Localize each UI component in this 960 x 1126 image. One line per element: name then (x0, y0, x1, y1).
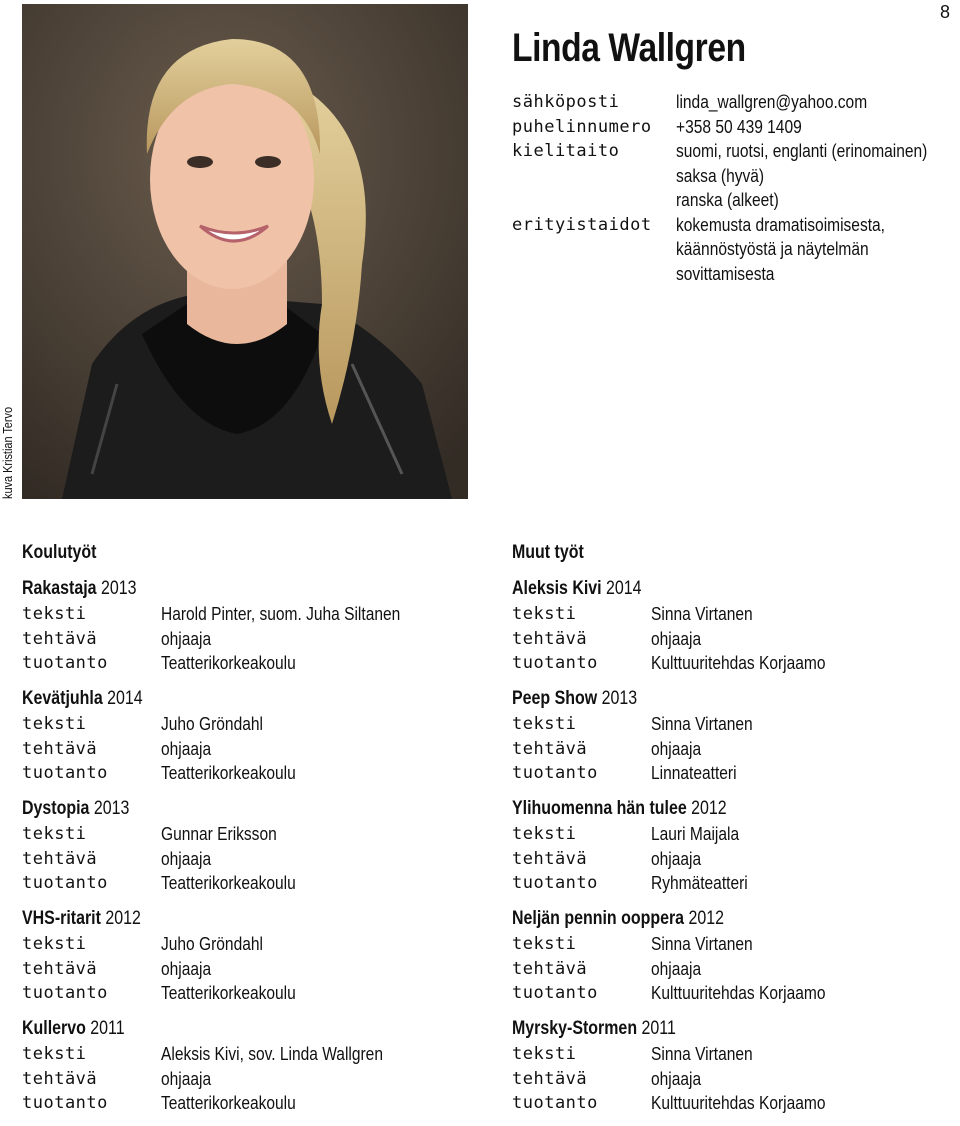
credit-row (512, 871, 952, 896)
credit-value: Juho Gröndahl (161, 933, 263, 954)
production-entry (22, 796, 462, 906)
credit-value: ohjaaja (161, 957, 212, 979)
credit-role-label: teksti (512, 1044, 577, 1064)
credit-value: ohjaaja (651, 737, 702, 759)
credit-value: Aleksis Kivi, sov. Linda Wallgren (161, 1043, 383, 1064)
credit-role-label: tehtävä (512, 738, 588, 759)
production-year: 2011 (641, 1018, 676, 1039)
production-year: 2013 (93, 798, 130, 819)
production-year: 2012 (691, 798, 727, 819)
credit-row (22, 1091, 462, 1116)
credit-role-label: tehtävä (22, 738, 98, 759)
credit-role-label: tuotanto (512, 983, 598, 1003)
credit-role-label: teksti (512, 714, 577, 734)
credit-row (22, 1067, 462, 1092)
credit-value: Teatterikorkeakoulu (161, 872, 296, 893)
production-title (512, 796, 952, 822)
production-title (512, 686, 952, 712)
credit-value: ohjaaja (161, 737, 212, 759)
production-entry (22, 686, 462, 796)
credit-role-label: teksti (22, 824, 87, 844)
credit-row (22, 712, 462, 737)
credit-value: Harold Pinter, suom. Juha Siltanen (161, 603, 401, 624)
credit-row (512, 712, 952, 737)
production-title (22, 1016, 462, 1042)
production-entry (512, 686, 952, 796)
production-name: VHS-ritarit (22, 908, 101, 929)
credit-value: ohjaaja (651, 847, 702, 869)
production-year: 2014 (107, 688, 143, 709)
production-title (512, 906, 952, 932)
contact-key: kielitaito (512, 141, 620, 161)
production-year: 2014 (606, 578, 642, 599)
production-year: 2011 (90, 1018, 125, 1039)
credit-row (22, 871, 462, 896)
production-title (22, 796, 462, 822)
credit-value: Linnateatteri (651, 762, 737, 783)
credit-row (22, 1042, 462, 1067)
credit-value: Teatterikorkeakoulu (161, 982, 296, 1003)
credit-row (512, 822, 952, 847)
production-name: Myrsky-Stormen (512, 1018, 638, 1039)
contact-email-row (512, 90, 952, 115)
credit-role-label: tuotanto (22, 653, 108, 673)
credit-role-label: tuotanto (22, 763, 108, 783)
credit-role-label: tehtävä (22, 848, 98, 869)
credit-role-label: teksti (22, 1044, 87, 1064)
production-title (512, 1016, 952, 1042)
credit-value: Sinna Virtanen (651, 1043, 753, 1064)
contact-key: sähköposti (512, 92, 620, 112)
credit-role-label: tehtävä (512, 1068, 588, 1089)
credit-role-label: teksti (22, 714, 87, 734)
credit-row (512, 957, 952, 982)
credit-role-label: tuotanto (512, 1093, 598, 1113)
portrait-illustration (22, 4, 468, 499)
credit-row (22, 761, 462, 786)
credit-value: ohjaaja (161, 847, 212, 869)
contact-key: puhelinnumero (512, 116, 652, 137)
credit-value: ohjaaja (161, 1067, 212, 1089)
credit-row (22, 932, 462, 957)
credit-role-label: teksti (512, 824, 577, 844)
production-name: Kevätjuhla (22, 688, 103, 709)
credit-row (512, 1042, 952, 1067)
credit-value: ohjaaja (651, 957, 702, 979)
production-name: Rakastaja (22, 578, 97, 599)
credit-row (512, 627, 952, 652)
contact-phone-row (512, 115, 952, 140)
credit-value: Kulttuuritehdas Korjaamo (651, 652, 826, 673)
credit-role-label: tehtävä (22, 628, 98, 649)
credit-row (512, 1091, 952, 1116)
production-entry (512, 576, 952, 686)
production-entry (512, 796, 952, 906)
credit-value: Kulttuuritehdas Korjaamo (651, 982, 826, 1003)
production-year: 2012 (688, 908, 724, 929)
education-column (22, 540, 462, 1126)
other-work-column (512, 540, 952, 1126)
credit-value: Teatterikorkeakoulu (161, 652, 296, 673)
credit-role-label: tehtävä (512, 848, 588, 869)
contact-skills-row (512, 213, 952, 287)
credit-value: Ryhmäteatteri (651, 872, 748, 893)
credit-value: ohjaaja (161, 627, 212, 649)
credit-row (22, 651, 462, 676)
credit-role-label: tehtävä (512, 958, 588, 979)
credit-row (512, 932, 952, 957)
credit-role-label: tuotanto (22, 983, 108, 1003)
credit-value: Sinna Virtanen (651, 603, 753, 624)
credit-role-label: tuotanto (512, 873, 598, 893)
credit-role-label: teksti (512, 934, 577, 954)
credit-value: Lauri Maijala (651, 823, 740, 844)
credit-value: Juho Gröndahl (161, 713, 263, 734)
production-title (22, 906, 462, 932)
entry-list (22, 576, 462, 1126)
credit-row (512, 761, 952, 786)
production-entry (22, 576, 462, 686)
section-title: Koulutyöt (22, 542, 97, 563)
credit-row (22, 737, 462, 762)
production-name: Peep Show (512, 688, 598, 709)
portrait-photo (22, 4, 468, 499)
production-name: Kullervo (22, 1018, 86, 1039)
contact-value: suomi, ruotsi, englanti (erinomainen) saksa (hyvä) ranska (alkeet) (676, 140, 928, 210)
credit-row (22, 822, 462, 847)
credit-row (512, 602, 952, 627)
credit-value: Teatterikorkeakoulu (161, 1092, 296, 1113)
credit-role-label: teksti (22, 934, 87, 954)
credit-value: ohjaaja (651, 1067, 702, 1089)
credit-row (22, 602, 462, 627)
section-title: Muut työt (512, 542, 584, 563)
credit-role-label: tuotanto (512, 653, 598, 673)
production-year: 2013 (100, 578, 137, 599)
production-entry (512, 906, 952, 1016)
contact-value: +358 50 439 1409 (676, 115, 802, 137)
credit-row (512, 1067, 952, 1092)
production-title (22, 576, 462, 602)
credit-role-label: tuotanto (512, 763, 598, 783)
photo-credit: kuva Kristian Tervo (0, 406, 15, 499)
production-year: 2013 (601, 688, 638, 709)
credit-role-label: tehtävä (22, 1068, 98, 1089)
contact-value: linda_wallgren@yahoo.com (676, 91, 868, 112)
entry-list (512, 576, 952, 1126)
credit-role-label: tehtävä (512, 628, 588, 649)
credit-role-label: tehtävä (22, 958, 98, 979)
credit-value: Sinna Virtanen (651, 713, 753, 734)
contact-info (512, 90, 952, 286)
contact-value: kokemusta dramatisoimisesta, käännöstyöstä ja näytelmän sovittamisesta (676, 213, 886, 284)
contact-languages-row (512, 139, 952, 213)
credit-role-label: tuotanto (22, 873, 108, 893)
production-name: Ylihuomenna hän tulee (512, 798, 687, 819)
credit-value: Kulttuuritehdas Korjaamo (651, 1092, 826, 1113)
production-title (22, 686, 462, 712)
credit-row (512, 651, 952, 676)
production-year: 2012 (105, 908, 141, 929)
credit-row (512, 847, 952, 872)
production-entry (22, 1016, 462, 1126)
production-name: Aleksis Kivi (512, 578, 602, 599)
credit-row (22, 981, 462, 1006)
credit-row (512, 981, 952, 1006)
contact-key: erityistaidot (512, 214, 652, 235)
production-entry (512, 1016, 952, 1126)
page-number: 8 (939, 2, 950, 22)
production-entry (22, 906, 462, 1016)
production-name: Dystopia (22, 798, 90, 819)
credit-role-label: teksti (22, 604, 87, 624)
production-name: Neljän pennin ooppera (512, 908, 685, 929)
credit-role-label: tuotanto (22, 1093, 108, 1113)
credit-row (512, 737, 952, 762)
person-name: Linda Wallgren (512, 26, 746, 70)
credit-value: Teatterikorkeakoulu (161, 762, 296, 783)
credit-value: Gunnar Eriksson (161, 823, 277, 844)
credit-row (22, 627, 462, 652)
credit-value: Sinna Virtanen (651, 933, 753, 954)
credit-row (22, 957, 462, 982)
credit-row (22, 847, 462, 872)
credit-role-label: teksti (512, 604, 577, 624)
production-title (512, 576, 952, 602)
credit-value: ohjaaja (651, 627, 702, 649)
